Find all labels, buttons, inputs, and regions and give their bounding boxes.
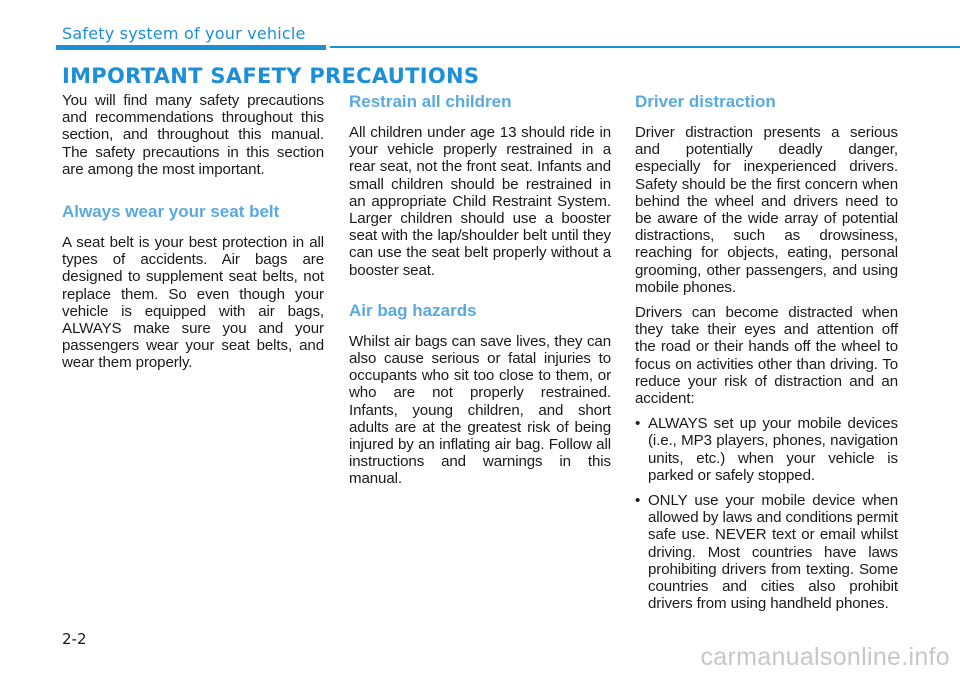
bullet-item: • ALWAYS set up your mobile devices (i.e., MP3 players, phones, navigation units, etc.) when your vehicle is parked or safely stopped.: [635, 415, 898, 484]
children-paragraph: All children under age 13 should ride in your vehicle properly restrained in a rear seat, not the front seat. Infants and small children should be restrained in an appropriate Child Restraint System. Larger children should use a booster seat with the lap/shoulder belt until they can use the seat belt properly without a booster seat.: [349, 124, 611, 279]
section-header-label: Safety system of your vehicle: [62, 24, 306, 43]
distraction-bullet-list: [635, 415, 898, 612]
bullet-item: • ONLY use your mobile device when allowed by laws and conditions permit safe use. NEVER text or email whilst driving. Most countries have laws prohibiting drivers from texting. Some countries and cities also prohibit drivers from using handheld phones.: [635, 492, 898, 612]
airbag-heading: Air bag hazards: [349, 300, 477, 320]
children-heading: Restrain all children: [349, 92, 512, 111]
column-middle: [349, 92, 611, 496]
header-accent-bar: [56, 45, 326, 50]
distraction-paragraph-1: Driver distraction presents a serious and potentially deadly danger, especially for inexperienced drivers. Safety should be the first concern when behind the wheel and drivers need to be aware of the wide array of potential distractions, such as drowsiness, reaching for objects, eating, personal grooming, other passengers, and using mobile phones.: [635, 124, 898, 296]
airbag-paragraph: Whilst air bags can save lives, they can also cause serious or fatal injuries to occupants who sit too close to them, or who are not properly restrained. Infants, young children, and short adults are at the greatest risk of being injured by an inflating air bag. Follow all instructions and warnings in this manual.: [349, 332, 611, 488]
column-right: [635, 92, 898, 620]
seatbelt-heading: Always wear your seat belt: [62, 202, 280, 222]
intro-paragraph: You will find many safety precautions and recommendations throughout this section, and throughout this manual. The safety precautions in this section are among the most important.: [62, 92, 324, 178]
watermark-text: carmanualsonline.info: [700, 643, 950, 671]
distraction-paragraph-2: Drivers can become distracted when they take their eyes and attention off the road or their hands off the wheel to focus on activities other than driving. To reduce your risk of distraction and an accident:: [635, 304, 898, 408]
seatbelt-paragraph: A seat belt is your best protection in all types of accidents. Air bags are designed to supplement seat belts, not replace them. So even though your vehicle is equipped with air bags, ALWAYS make sure you and your passengers wear your seat belts, and wear them properly.: [62, 234, 324, 372]
distraction-heading: Driver distraction: [635, 92, 776, 111]
column-left: [62, 92, 324, 380]
page-number: 2-2: [62, 630, 87, 648]
header-divider-line: [330, 46, 960, 48]
page-title: IMPORTANT SAFETY PRECAUTIONS: [62, 64, 480, 88]
